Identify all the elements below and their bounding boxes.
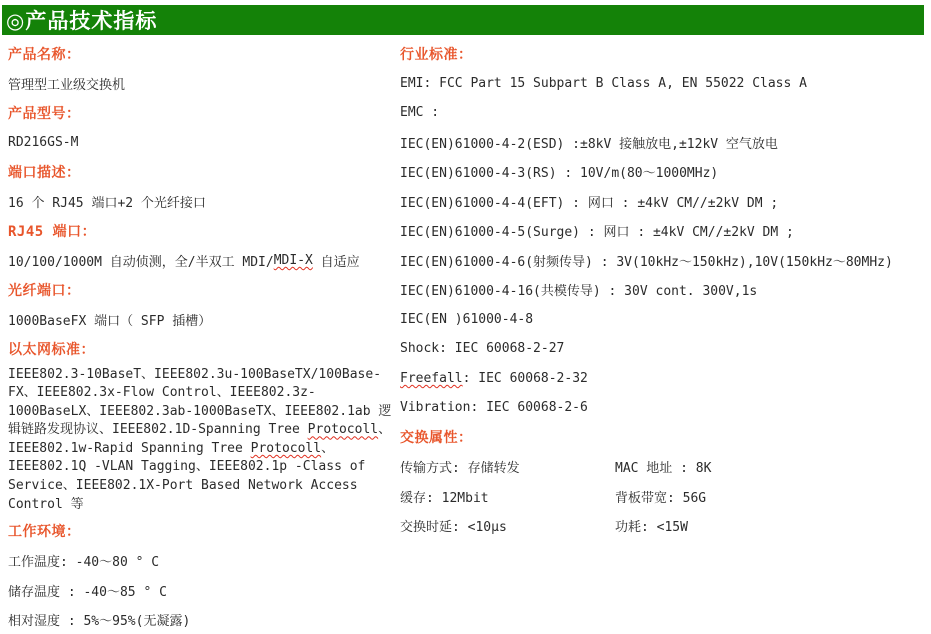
port-desc-value: 16 个 RJ45 端口+2 个光纤接口 <box>8 195 206 211</box>
spellcheck-word: Protocoll <box>250 440 322 456</box>
product-name-label: 产品名称： <box>8 46 81 63</box>
spellcheck-word: MDI-X <box>273 252 313 268</box>
switch-cell: 缓存: 12Mbit <box>400 490 489 506</box>
rj45-label: RJ45 端口： <box>8 223 97 240</box>
page-title: ◎产品技术指标 <box>6 9 158 33</box>
industry-label: 行业标准： <box>400 46 473 63</box>
switch-cell: MAC 地址 : 8K <box>615 461 712 477</box>
fiber-value: 1000BaseFX 端口（ SFP 插槽） <box>8 313 212 329</box>
switch-row <box>400 482 923 512</box>
switch-row <box>400 452 923 482</box>
iec-line: IEC(EN)61000-4-3(RS) : 10V/m(80～1000MHz) <box>400 166 719 182</box>
iec-line: IEC(EN)61000-4-6(射频传导) : 3V(10kHz～150kHz),10V(150kHz～80MHz) <box>400 254 893 270</box>
shock-line: Shock: IEC 60068-2-27 <box>400 341 565 357</box>
spec-content <box>8 39 923 634</box>
iec-line: IEC(EN)61000-4-4(EFT) : 网口 : ±4kV CM//±2kV DM ; <box>400 195 779 211</box>
emi-line: EMI: FCC Part 15 Subpart B Class A, EN 55022 Class A <box>400 75 807 91</box>
vibration-line: Vibration: IEC 60068-2-6 <box>400 400 588 416</box>
ethernet-standards-paragraph: IEEE802.3-10BaseT、IEEE802.3u-100BaseTX/100Base-FX、IEEE802.3x-Flow Control、IEEE802.3z-1000BaseLX、IEEE802.3ab-1000BaseTX、IEEE802.1ab 逻辑链路发现协议、IEEE802.1D-Spanning Tree Protocoll、IEEE802.1w-Rapid Spanning Tree Protocoll、IEEE802.1Q -VLAN Tagging、IEEE802.1p -Class of Service、IEEE802.1X-Port Based Network Access Control 等 <box>8 366 392 512</box>
product-name-value: 管理型工业级交换机 <box>8 77 126 93</box>
model-label: 产品型号： <box>8 105 81 122</box>
iec-line: IEC(EN )61000-4-8 <box>400 311 534 327</box>
emc-line: EMC : <box>400 105 440 121</box>
switch-cell: 功耗: <15W <box>615 520 688 536</box>
header-bar <box>2 5 924 35</box>
left-column <box>8 39 400 634</box>
model-value: RD216GS-M <box>8 134 79 150</box>
environment-label: 工作环境： <box>8 524 81 540</box>
fiber-label: 光纤端口： <box>8 282 81 299</box>
spellcheck-word: Freefall <box>400 370 463 386</box>
port-desc-label: 端口描述： <box>8 164 81 181</box>
switch-cell: 背板带宽: 56G <box>615 490 707 506</box>
iec-line: IEC(EN)61000-4-16(共模传导) : 30V cont. 300V,1s <box>400 284 758 300</box>
temp-operating: 工作温度: -40～80 ° C <box>8 555 160 570</box>
right-column <box>400 39 923 541</box>
humidity: 相对湿度 : 5%～95%(无凝露) <box>8 614 191 629</box>
ethernet-label: 以太网标准： <box>8 341 95 358</box>
switch-cell: 交换时延: <10μs <box>400 520 507 536</box>
switch-cell: 传输方式: 存储转发 <box>400 461 520 477</box>
rj45-value: 10/100/1000M 自动侦测，全/半双工 MDI/ MDI-X 自适应 <box>8 252 360 270</box>
freefall-line: Freefall : IEC 60068-2-32 <box>400 370 588 386</box>
iec-line: IEC(EN)61000-4-5(Surge) : 网口 : ±4kV CM//±2kV DM ; <box>400 225 794 241</box>
switch-label: 交换属性： <box>400 430 473 447</box>
spellcheck-word: Protocoll <box>307 422 379 438</box>
iec-line: IEC(EN)61000-4-2(ESD) :±8kV 接触放电,±12kV 空气放电 <box>400 136 778 152</box>
temp-storage: 储存温度 : -40～85 ° C <box>8 584 167 600</box>
switch-row <box>400 511 923 541</box>
